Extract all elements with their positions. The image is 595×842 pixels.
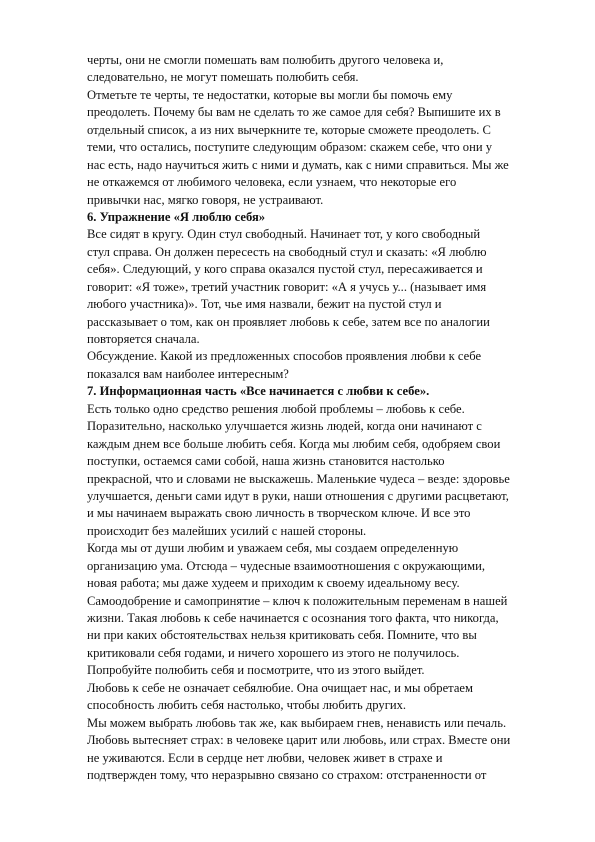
- text-line: Попробуйте полюбить себя и посмотрите, что из этого выйдет.: [87, 663, 425, 678]
- text-line: не уживаются. Если в сердце нет любви, человек живет в страхе и: [87, 750, 443, 765]
- text-line: подтвержден тому, что неразрывно связано со страхом: отстраненности от: [87, 767, 487, 782]
- text-line: Самоодобрение и самопринятие – ключ к положительным переменам в нашей: [87, 593, 508, 608]
- text-line: Мы можем выбрать любовь так же, как выбираем гнев, ненависть или печаль.: [87, 715, 507, 730]
- text-line: Все сидят в кругу. Один стул свободный. Начинает тот, у кого свободный: [87, 227, 481, 242]
- text-line: Любовь к себе не означает себялюбие. Она очищает нас, и мы обретаем: [87, 680, 473, 695]
- text-line: преодолеть. Почему бы вам не сделать то же самое для себя? Выпишите их в: [87, 105, 501, 120]
- text-line: говорит: «Я тоже», третий участник говорит: «А я учусь у... (называет имя: [87, 279, 487, 294]
- text-line: и мы начинаем выражать свою личность в творческом ключе. И все это: [87, 506, 471, 521]
- text-line: улучшается, деньги сами идут в руки, наши отношения с другими расцветают,: [87, 488, 509, 503]
- text-line: теми, что остались, поступите следующим образом: скажем себе, что они у: [87, 140, 493, 155]
- section-heading: 7. Информационная часть «Все начинается с любви к себе».: [87, 384, 430, 399]
- text-line: происходит без малейших усилий с нашей стороны.: [87, 523, 367, 538]
- text-line: Отметьте те черты, те недостатки, которые вы могли бы помочь ему: [87, 87, 453, 102]
- text-line: рассказывает о том, как он проявляет любовь к себе, затем все по аналогии: [87, 314, 490, 329]
- text-line: следовательно, не могут помешать полюбить себя.: [87, 70, 359, 85]
- text-line: нас есть, надо научиться жить с ними и думать, как с ними справиться. Мы же: [87, 157, 509, 172]
- text-line: поступки, остаемся сами собой, наша жизнь становится настолько: [87, 454, 445, 469]
- text-line: новая работа; мы даже худеем и приходим к своему идеальному весу.: [87, 576, 460, 591]
- text-line: отдельный список, а из них вычеркните те, которые сможете преодолеть. С: [87, 122, 491, 137]
- text-line: показался вам наиболее интересным?: [87, 366, 289, 381]
- text-line: способность любить себя настолько, чтобы любить других.: [87, 698, 407, 713]
- text-line: стул справа. Он должен пересесть на свободный стул и сказать: «Я люблю: [87, 244, 487, 259]
- section-heading: 6. Упражнение «Я люблю себя»: [87, 209, 266, 224]
- text-line: прекрасной, что и словами не выскажешь. Маленькие чудеса – везде: здоровье: [87, 471, 510, 486]
- text-line: Обсуждение. Какой из предложенных способов проявления любви к себе: [87, 349, 482, 364]
- text-line: Когда мы от души любим и уважаем себя, мы создаем определенную: [87, 541, 459, 556]
- text-line: ни при каких обстоятельствах нельзя критиковать себя. Помните, что вы: [87, 628, 477, 643]
- text-line: не откажемся от любимого человека, если узнаем, что некоторые его: [87, 175, 457, 190]
- document-body: [87, 52, 527, 784]
- text-line: критиковали себя годами, и ничего хорошего из этого не получилось.: [87, 645, 460, 660]
- text-line: организацию ума. Отсюда – чудесные взаимоотношения с окружающими,: [87, 558, 486, 573]
- text-line: каждым днем все больше любить себя. Когда мы любим себя, одобряем свои: [87, 436, 501, 451]
- text-line: любого участника)». Тот, чье имя назвали, бежит на пустой стул и: [87, 297, 442, 312]
- text-line: черты, они не смогли помешать вам полюбить другого человека и,: [87, 53, 444, 67]
- text-line: себя». Следующий, у кого справа оказался пустой стул, пересаживается и: [87, 262, 483, 277]
- text-line: Есть только одно средство решения любой проблемы – любовь к себе.: [87, 401, 465, 416]
- text-line: жизни. Такая любовь к себе начинается с осознания того факта, что никогда,: [87, 611, 499, 625]
- text-line: Поразительно, насколько улучшается жизнь людей, когда они начинают с: [87, 419, 482, 434]
- text-line: Любовь вытесняет страх: в человеке царит или любовь, или страх. Вместе они: [87, 733, 511, 748]
- text-line: повторяется сначала.: [87, 332, 200, 346]
- text-line: привычки нас, мягко говоря, не устраивают.: [87, 192, 324, 207]
